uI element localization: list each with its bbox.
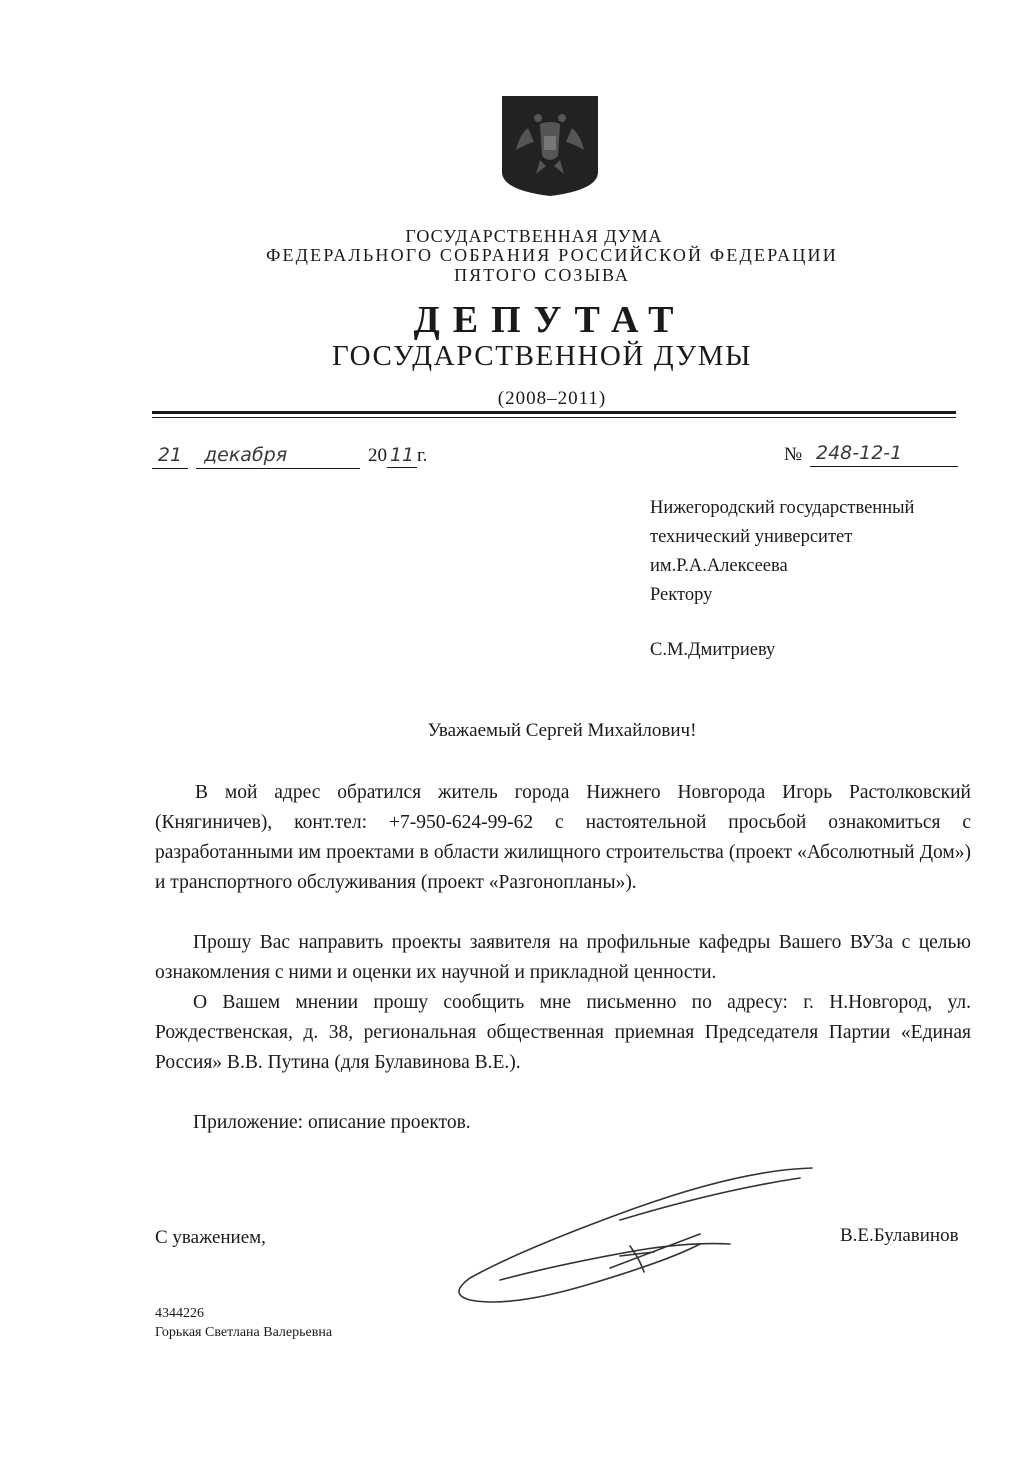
- footer-author: Горькая Светлана Валерьевна: [155, 1325, 333, 1340]
- header-rule-thick: [152, 411, 956, 414]
- date-month-field: [196, 444, 360, 469]
- greeting: Уважаемый Сергей Михайлович!: [427, 720, 697, 741]
- addressee-line: технический университет: [650, 527, 853, 547]
- footer-phone: 4344226: [155, 1306, 204, 1321]
- addressee-line: им.Р.А.Алексеева: [650, 556, 788, 576]
- signature-icon: [440, 1160, 830, 1310]
- letterhead-subtitle: ГОСУДАРСТВЕННОЙ ДУМЫ: [332, 340, 752, 372]
- year-suffix: 11: [389, 444, 415, 466]
- org-name-line-3: ПЯТОГО СОЗЫВА: [454, 265, 630, 285]
- header-rule-thin: [152, 417, 956, 418]
- letterhead-title: ДЕПУТАТ: [413, 299, 687, 341]
- letterhead-years: (2008–2011): [497, 388, 607, 409]
- date-day-field: [152, 444, 188, 469]
- number-label: №: [784, 444, 803, 465]
- coat-of-arms-icon: [500, 94, 600, 198]
- paragraph-3: [155, 988, 971, 1078]
- closing-regards: С уважением,: [155, 1227, 266, 1248]
- org-name-line-2: ФЕДЕРАЛЬНОГО СОБРАНИЯ РОССИЙСКОЙ ФЕДЕРАЦИИ: [266, 245, 838, 265]
- date-day: 21: [157, 444, 183, 466]
- addressee-line: Ректору: [650, 585, 713, 605]
- year-unit: г.: [417, 445, 428, 466]
- addressee-block: [650, 494, 914, 665]
- paragraph-3-text: О Вашем мнении прошу сообщить мне письменно по адресу: г. Н.Новгород, ул. Рождественская, д. 38, региональная общественная приемная Председателя Партии «Единая Россия» В.В. Путина (для Булавинова В.Е.).: [155, 992, 971, 1073]
- signer-name: В.Е.Булавинов: [840, 1225, 959, 1246]
- org-name-line-1: ГОСУДАРСТВЕННАЯ ДУМА: [405, 226, 663, 246]
- date-year: [368, 444, 427, 468]
- paragraph-2-text: Прошу Вас направить проекты заявителя на профильные кафедры Вашего ВУЗа с целью ознакомления с ними и оценки их научной и прикладной ценности.: [155, 932, 971, 983]
- number-field: [810, 442, 958, 467]
- number-value: 248-12-1: [816, 442, 903, 464]
- paragraph-2: [155, 928, 971, 988]
- year-prefix: 20: [368, 445, 387, 466]
- attachment-text: Приложение: описание проектов.: [193, 1112, 471, 1133]
- attachment-note: [155, 1108, 971, 1138]
- paragraph-1: [155, 778, 971, 898]
- date-month: декабря: [204, 444, 288, 466]
- addressee-line: Нижегородский государственный: [650, 498, 915, 518]
- paragraph-1-text: В мой адрес обратился житель города Нижнего Новгорода Игорь Растолковский (Княгиничев), конт.тел: +7-950-624-99-62 с настоятельной просьбой ознакомиться с разработанными им проектами в области жилищного строительства (проект «Абсолютный Дом») и транспортного обслуживания (проект «Разгонопланы»).: [155, 782, 971, 893]
- addressee-name: С.М.Дмитриеву: [650, 640, 776, 660]
